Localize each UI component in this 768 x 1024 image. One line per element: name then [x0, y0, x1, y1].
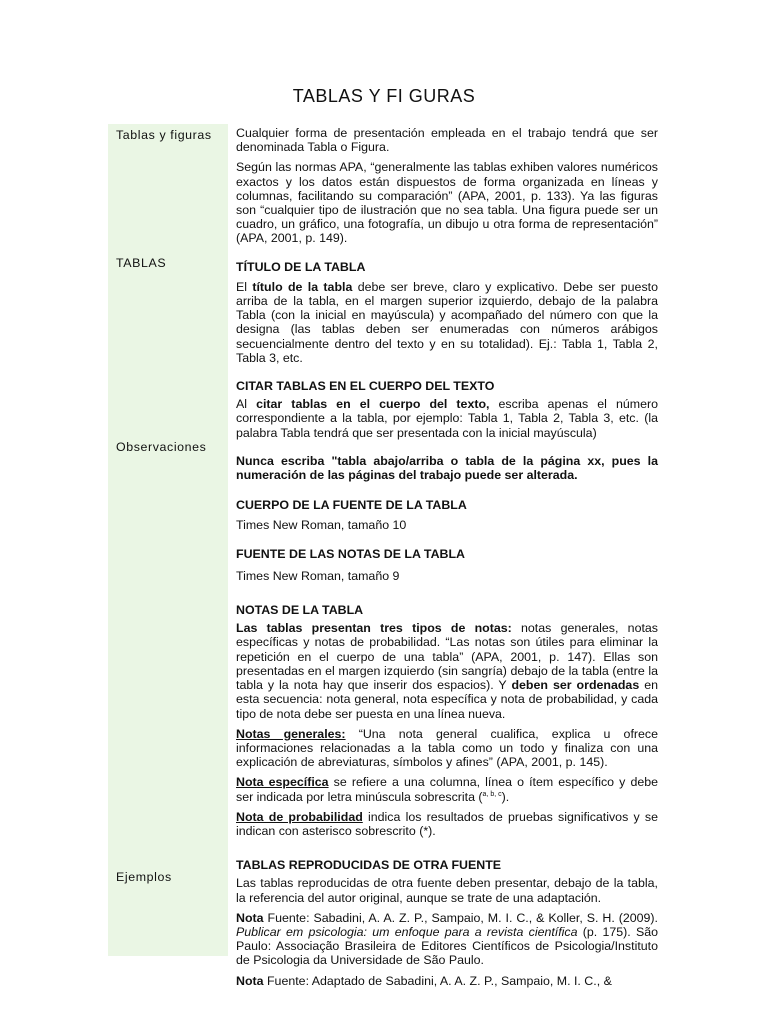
page-title: TABLAS Y FI GURAS: [292, 86, 476, 106]
notas-generales: Notas generales: “Una nota general cualifica, explica u ofrece informaciones relacionadas a la tabla como un todo y finaliza con una explicación de abreviaturas, símbolos y afines” (APA, 2001, p. 145).: [236, 726, 658, 770]
cuerpo-text: Times New Roman, tamaño 10: [236, 518, 407, 533]
titulo-paragraph: El título de la tabla debe ser breve, claro y explicativo. Debe ser puesto arriba de la tabla, en el margen superior izquierdo, debajo de la palabra Tabla (con la inicial en mayúscula) y acompañado del número con que la designa (las tablas deben ser enumeradas con números arábigos secuencialmente dentro del texto y en su totalidad). Ej.: Tabla 1, Tabla 2, Tabla 3, etc.: [236, 279, 658, 365]
fuente-notas-text: Times New Roman, tamaño 9: [236, 568, 400, 583]
heading-citar: CITAR TABLAS EN EL CUERPO DEL TEXTO: [236, 379, 495, 394]
heading-titulo: TÍTULO DE LA TABLA: [236, 259, 366, 274]
observacion-text: Nunca escriba "tabla abajo/arriba o tabla de la página xx, pues la numeración de las páginas del trabajo puede ser alterada.: [236, 453, 658, 483]
heading-notas: NOTAS DE LA TABLA: [236, 603, 364, 618]
label-tablas: TABLAS: [116, 256, 167, 270]
nota-especifica: Nota específica se refiere a una columna, línea o ítem específico y debe ser indicada por letra minúscula sobrescrita ($^{a, b, c}$).: [236, 775, 659, 804]
label-tablas-y-figuras: Tablas y figuras: [116, 128, 212, 142]
intro-paragraph-1: Cualquier forma de presentación empleada en el trabajo tendrá que ser denominada Tabla o Figura.: [236, 126, 658, 155]
reproducidas-paragraph: Las tablas reproducidas de otra fuente deben presentar, debajo de la tabla, la referencia del autor original, aunque se trate de una adaptación.: [236, 876, 658, 905]
left-label-column: [108, 124, 228, 956]
ejemplo-2: Nota Fuente: Adaptado de Sabadini, A. A. Z. P., Sampaio, M. I. C., &: [236, 973, 612, 988]
content-column: [236, 126, 658, 994]
notas-paragraph-1: Las tablas presentan tres tipos de notas: notas generales, notas específicas y notas de probabilidad. “Las notas son útiles para eliminar la repetición en el cuerpo de una tabla” (APA, 2001, p. 147). Ellas son presentadas en el margen izquierdo (sin sangría) debajo de la tabla (entre la tabla y la nota hay que inserir dos espacios). Y deben ser ordenadas en esta secuencia: nota general, nota específica y nota de probabilidad, y cada tipo de nota debe ser puesta en una línea nueva.: [236, 621, 658, 721]
citar-paragraph: Al citar tablas en el cuerpo del texto, escriba apenas el número correspondiente a la tabla, por ejemplo: Tabla 1, Tabla 2, Tabla 3, etc. (la palabra Tabla tendrá que ser presentada con la inicial mayúscula): [236, 397, 658, 440]
heading-reproducidas: TABLAS REPRODUCIDAS DE OTRA FUENTE: [236, 858, 502, 873]
label-ejemplos: Ejemplos: [116, 870, 172, 884]
label-observaciones: Observaciones: [116, 440, 207, 454]
heading-cuerpo: CUERPO DE LA FUENTE DE LA TABLA: [236, 498, 467, 513]
heading-fuente-notas: FUENTE DE LAS NOTAS DE LA TABLA: [236, 546, 465, 561]
intro-paragraph-2: Según las normas APA, “generalmente las tablas exhiben valores numéricos exactos y los datos están dispuestos de forma organizada en líneas y columnas, facilitando su comparación” (APA, 2001, p. 133). Ya las figuras son “cualquier tipo de ilustración que no sea tabla. Una figura puede ser un cuadro, un gráfico, una fotografía, un dibujo u otra forma de representación” (APA, 2001, p. 149).: [236, 160, 658, 246]
nota-probabilidad: Nota de probabilidad indica los resultados de pruebas significativos y se indican con asterisco sobrescrito (*).: [236, 809, 658, 838]
ejemplo-1: Nota Fuente: Sabadini, A. A. Z. P., Sampaio, M. I. C., & Koller, S. H. (2009). Publicar em psicologia: um enfoque para a revista científica (p. 175). São Paulo: Associação Brasileira de Editores Científicos de Psicologia/Instituto de Psicologia da Universidade de São Paulo.: [236, 910, 658, 968]
